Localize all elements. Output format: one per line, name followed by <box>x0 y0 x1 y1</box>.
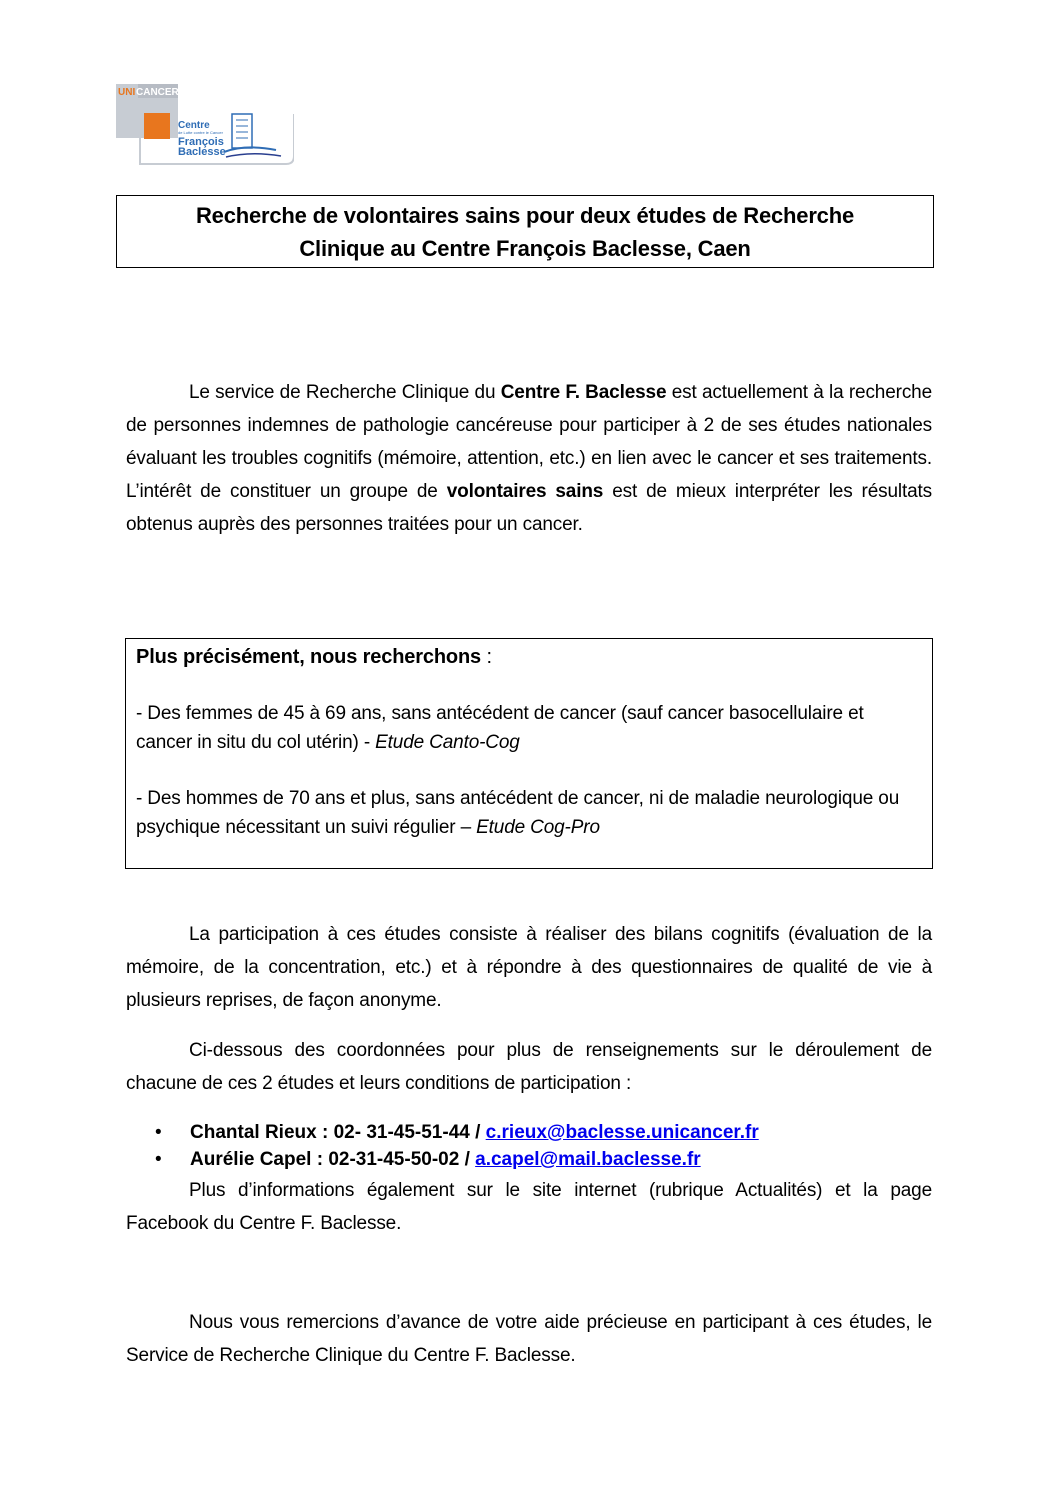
intro-paragraph <box>126 376 932 541</box>
participation-paragraph: La participation à ces études consiste à réaliser des bilans cognitifs (évaluation de la mémoire, de la concentration, etc.) et à répondre à des questionnaires de qualité de vie à plusieurs reprises, de façon anonyme. <box>126 924 932 1011</box>
unicancer-wordmark: UNI <box>118 87 136 98</box>
title-line-2: Clinique au Centre François Baclesse, Caen <box>299 236 751 261</box>
more-info-paragraph: Plus d’informations également sur le site internet (rubrique Actualités) et la page Facebook du Centre F. Baclesse. <box>126 1180 932 1234</box>
criteria-item-women-text: - Des femmes de 45 à 69 ans, sans antécédent de cancer (sauf cancer basocellulaire et cancer in situ du col utérin) - <box>136 703 864 753</box>
contact-item <box>150 1119 850 1146</box>
centre-francois-baclesse-logo <box>116 84 294 166</box>
criteria-heading <box>136 643 922 672</box>
svg-text:Baclesse: Baclesse <box>178 146 226 158</box>
email-link-rieux[interactable]: c.rieux@baclesse.unicancer.fr <box>485 1122 759 1143</box>
svg-text:de Lutte contre le Cancer: de Lutte contre le Cancer <box>178 130 223 135</box>
study-name-canto-cog: Etude Canto-Cog <box>375 732 520 753</box>
thanks-paragraph: Nous vous remercions d’avance de votre aide précieuse en participant à ces études, le Service de Recherche Clinique du Centre F. Baclesse. <box>126 1312 932 1366</box>
svg-text:Centre: Centre <box>178 120 210 131</box>
contact-item <box>150 1146 850 1173</box>
intro-bold-centre: Centre F. Baclesse <box>500 382 667 403</box>
bullet-icon: • <box>155 1122 162 1143</box>
criteria-item-men-text: - Des hommes de 70 ans et plus, sans antécédent de cancer, ni de maladie neurologique ou psychique nécessitant un suivi régulier – <box>136 788 900 838</box>
email-link-capel[interactable]: a.capel@mail.baclesse.fr <box>475 1149 701 1170</box>
intro-text-2: est actuellement à la recherche de personnes indemnes de pathologie cancéreuse pour participer à 2 de ses études nationales évaluant les troubles cognitifs (mémoire, attention, etc.) en lien avec le cancer et ses traitements. L’intérêt de constituer un groupe de <box>126 382 932 502</box>
intro-text-1: Le service de Recherche Clinique du <box>189 382 501 403</box>
document-title <box>116 195 934 268</box>
criteria-heading-colon: : <box>481 646 492 668</box>
svg-text:CANCER: CANCER <box>136 87 179 98</box>
contact-intro-paragraph: Ci-dessous des coordonnées pour plus de renseignements sur le déroulement de chacune de ces 2 études et leurs conditions de participation : <box>126 1040 932 1094</box>
criteria-heading-text: Plus précisément, nous recherchons <box>136 646 482 668</box>
contact-list <box>150 1119 850 1173</box>
study-name-cog-pro: Etude Cog-Pro <box>476 817 600 838</box>
contact-label: Chantal Rieux : 02- 31-45-51-44 / <box>190 1122 486 1143</box>
intro-bold-volunteers: volontaires sains <box>446 481 604 502</box>
bullet-icon: • <box>155 1149 162 1170</box>
svg-text:François: François <box>178 136 224 148</box>
contact-label: Aurélie Capel : 02-31-45-50-02 / <box>190 1149 476 1170</box>
criteria-item-men <box>136 784 922 842</box>
criteria-box <box>125 638 933 869</box>
intro-text-3: est de mieux interpréter les résultats obtenus auprès des personnes traitées pour un cancer. <box>126 481 932 535</box>
title-line-1: Recherche de volontaires sains pour deux études de Recherche <box>195 203 854 228</box>
criteria-item-women <box>136 699 922 757</box>
